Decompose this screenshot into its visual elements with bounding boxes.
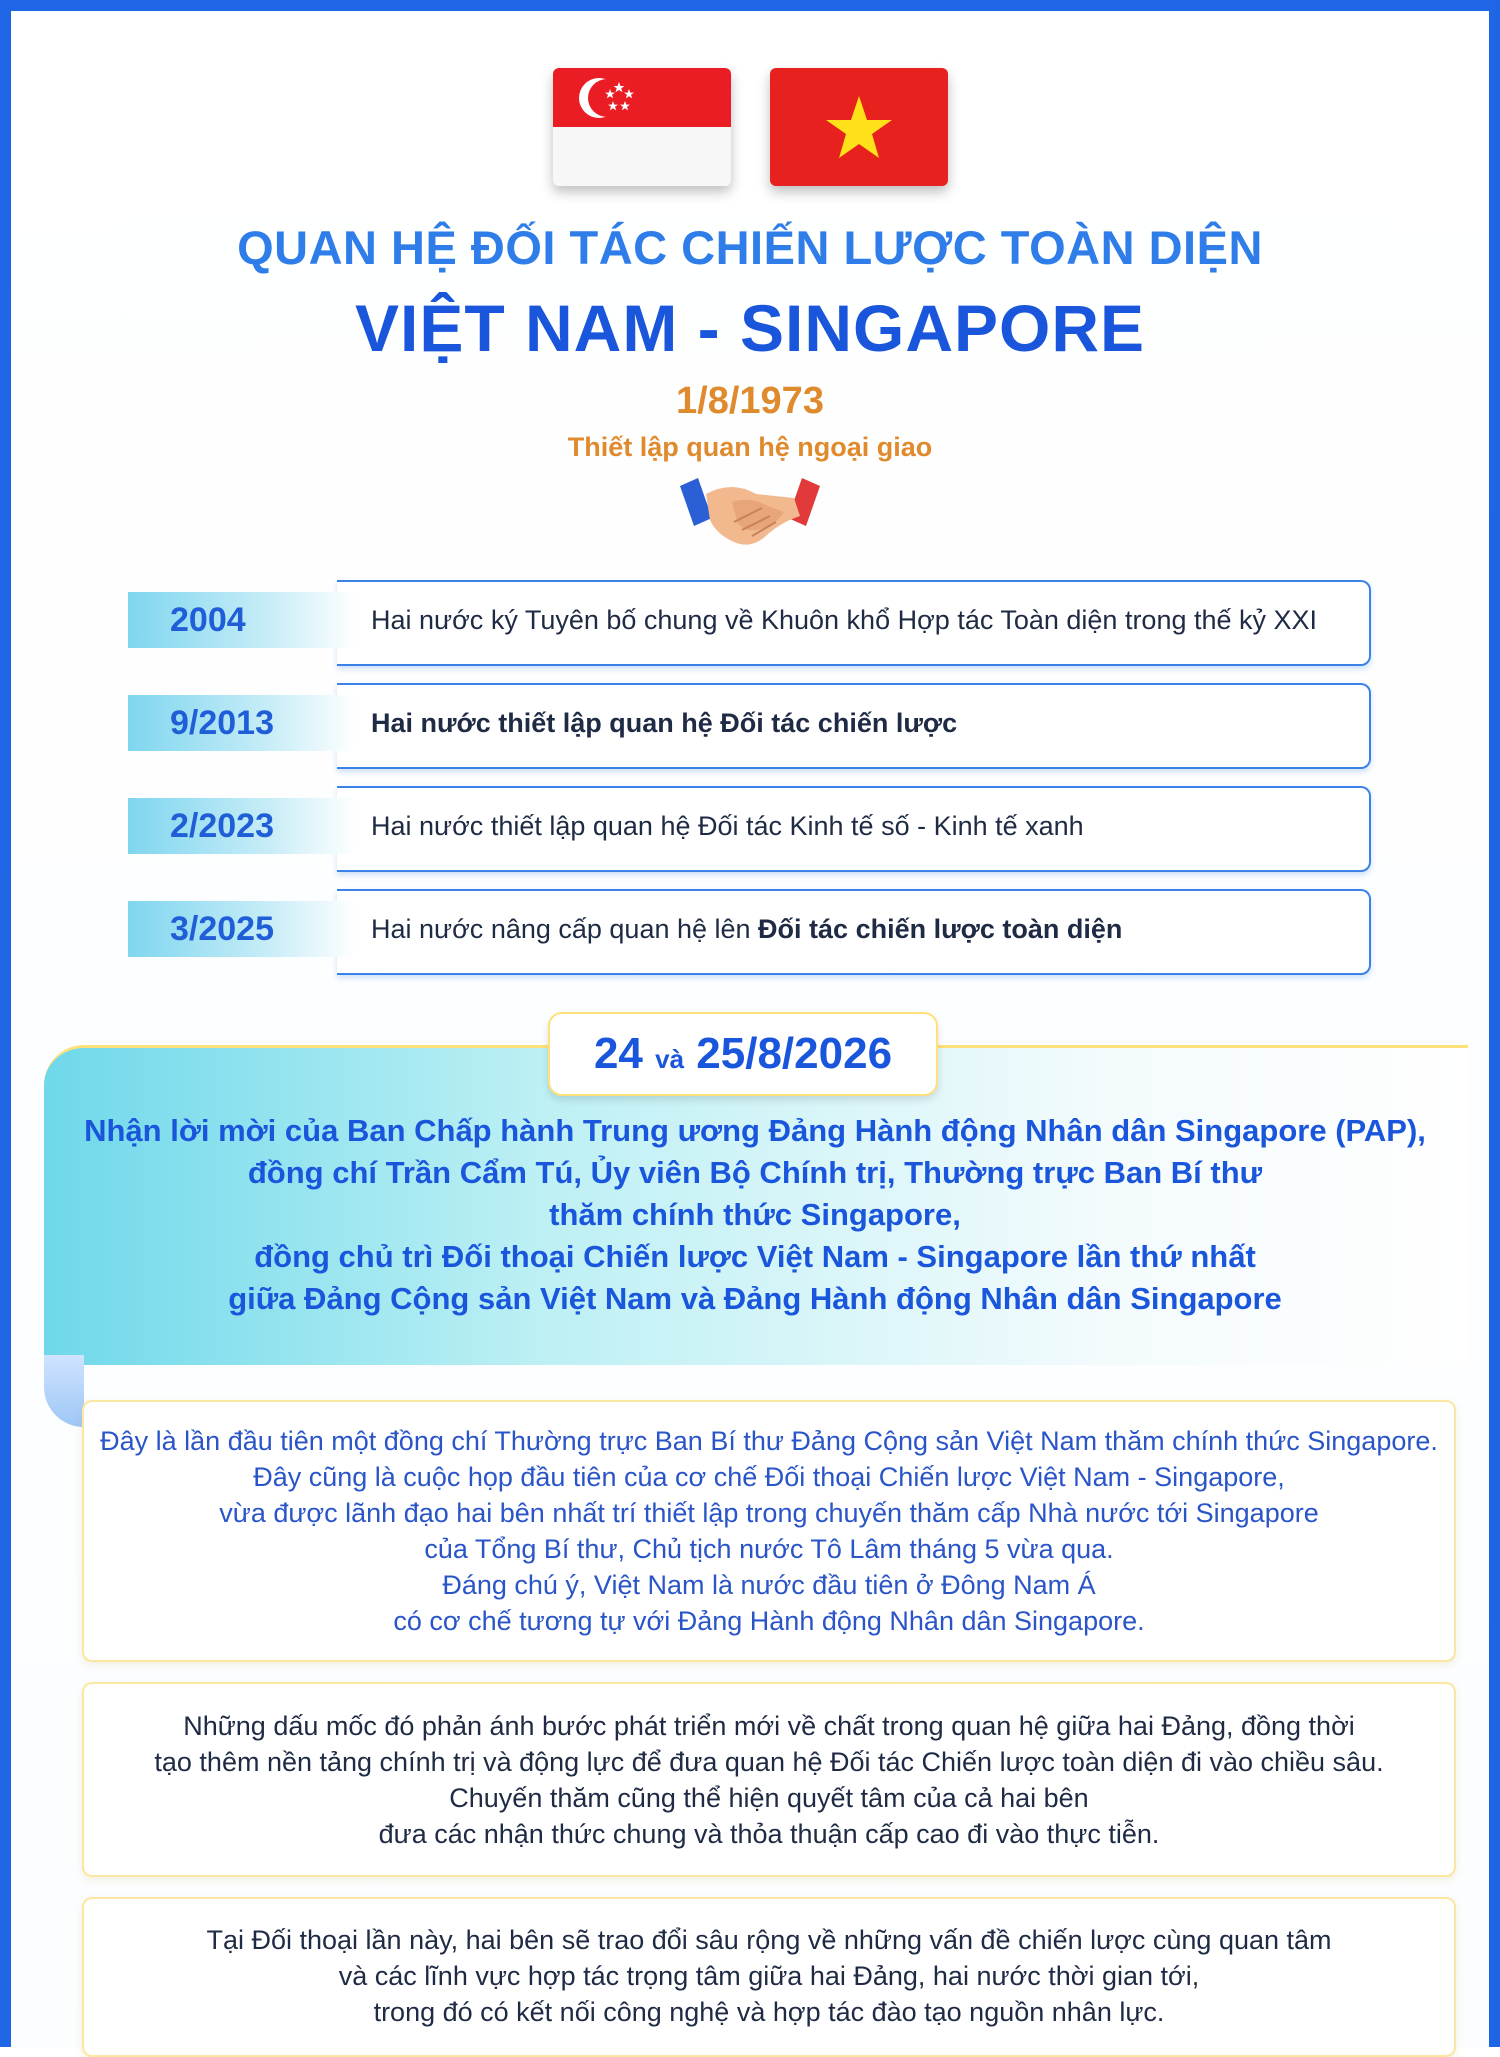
timeline-text: Hai nước thiết lập quan hệ Đối tác chiến lược bbox=[371, 708, 958, 738]
timeline-date: 2004 bbox=[128, 592, 356, 648]
info-line: tạo thêm nền tảng chính trị và động lực để đưa quan hệ Đối tác Chiến lược toàn diện đi vào chiều sâu. bbox=[154, 1747, 1384, 1777]
established-date: 1/8/1973 bbox=[676, 380, 824, 422]
timeline-text: Hai nước thiết lập quan hệ Đối tác Kinh tế số - Kinh tế xanh bbox=[371, 811, 1084, 841]
visit-line: đồng chí Trần Cẩm Tú, Ủy viên Bộ Chính trị, Thường trực Ban Bí thư bbox=[247, 1155, 1263, 1190]
title-line-1: QUAN HỆ ĐỐI TÁC CHIẾN LƯỢC TOÀN DIỆN bbox=[237, 221, 1263, 274]
visit-line: thăm chính thức Singapore, bbox=[549, 1197, 961, 1232]
visit-description bbox=[50, 1110, 1460, 1320]
info-line: và các lĩnh vực hợp tác trọng tâm giữa hai Đảng, hai nước thời gian tới, bbox=[338, 1961, 1200, 1991]
timeline-date: 9/2013 bbox=[128, 695, 356, 751]
info-line: Đáng chú ý, Việt Nam là nước đầu tiên ở Đông Nam Á bbox=[442, 1570, 1096, 1600]
info-line: Chuyến thăm cũng thể hiện quyết tâm của cả hai bên bbox=[449, 1783, 1089, 1813]
info-box-1-text bbox=[82, 1423, 1456, 1639]
info-line: Những dấu mốc đó phản ánh bước phát triển mới về chất trong quan hệ giữa hai Đảng, đồng thời bbox=[183, 1711, 1355, 1741]
info-line: vừa được lãnh đạo hai bên nhất trí thiết lập trong chuyến thăm cấp Nhà nước tới Singapore bbox=[219, 1498, 1319, 1528]
timeline-date: 3/2025 bbox=[128, 901, 356, 957]
info-line: đưa các nhận thức chung và thỏa thuận cấp cao đi vào thực tiễn. bbox=[378, 1819, 1160, 1849]
visit-date-joiner: và bbox=[655, 1044, 685, 1074]
established-label: Thiết lập quan hệ ngoại giao bbox=[567, 432, 933, 462]
vietnam-flag-icon bbox=[770, 68, 948, 186]
visit-line: giữa Đảng Cộng sản Việt Nam và Đảng Hành động Nhân dân Singapore bbox=[228, 1281, 1282, 1316]
info-line: trong đó có kết nối công nghệ và hợp tác đào tạo nguồn nhân lực. bbox=[373, 1997, 1165, 2027]
visit-line: Nhận lời mời của Ban Chấp hành Trung ương Đảng Hành động Nhân dân Singapore (PAP), bbox=[84, 1113, 1426, 1148]
visit-date-rest: 25/8/2026 bbox=[696, 1029, 893, 1078]
title-line-2: VIỆT NAM - SINGAPORE bbox=[354, 291, 1146, 365]
info-box-3-text bbox=[82, 1922, 1456, 2030]
info-line: có cơ chế tương tự với Đảng Hành động Nhân dân Singapore. bbox=[393, 1606, 1145, 1636]
timeline-date: 2/2023 bbox=[128, 798, 356, 854]
handshake-icon bbox=[672, 472, 828, 554]
info-line: Đây cũng là cuộc họp đầu tiên của cơ chế Đối thoại Chiến lược Việt Nam - Singapore, bbox=[253, 1462, 1285, 1492]
timeline-text: Hai nước ký Tuyên bố chung về Khuôn khổ Hợp tác Toàn diện trong thế kỷ XXI bbox=[371, 605, 1318, 635]
info-line: Tại Đối thoại lần này, hai bên sẽ trao đổi sâu rộng về những vấn đề chiến lược cùng quan tâm bbox=[206, 1925, 1332, 1955]
singapore-flag-icon bbox=[553, 68, 731, 186]
info-box-2-text bbox=[82, 1708, 1456, 1852]
timeline-text-bold: Đối tác chiến lược toàn diện bbox=[758, 914, 1123, 944]
timeline-text-prefix: Hai nước nâng cấp quan hệ lên bbox=[371, 914, 759, 944]
visit-date-day1: 24 bbox=[593, 1029, 643, 1078]
visit-date-box bbox=[548, 1012, 938, 1096]
timeline-text bbox=[371, 901, 1351, 957]
info-line: của Tổng Bí thư, Chủ tịch nước Tô Lâm tháng 5 vừa qua. bbox=[424, 1534, 1114, 1564]
visit-line: đồng chủ trì Đối thoại Chiến lược Việt Nam - Singapore lần thứ nhất bbox=[254, 1239, 1256, 1274]
info-line: Đây là lần đầu tiên một đồng chí Thường trực Ban Bí thư Đảng Cộng sản Việt Nam thăm chính thức Singapore. bbox=[100, 1426, 1438, 1456]
